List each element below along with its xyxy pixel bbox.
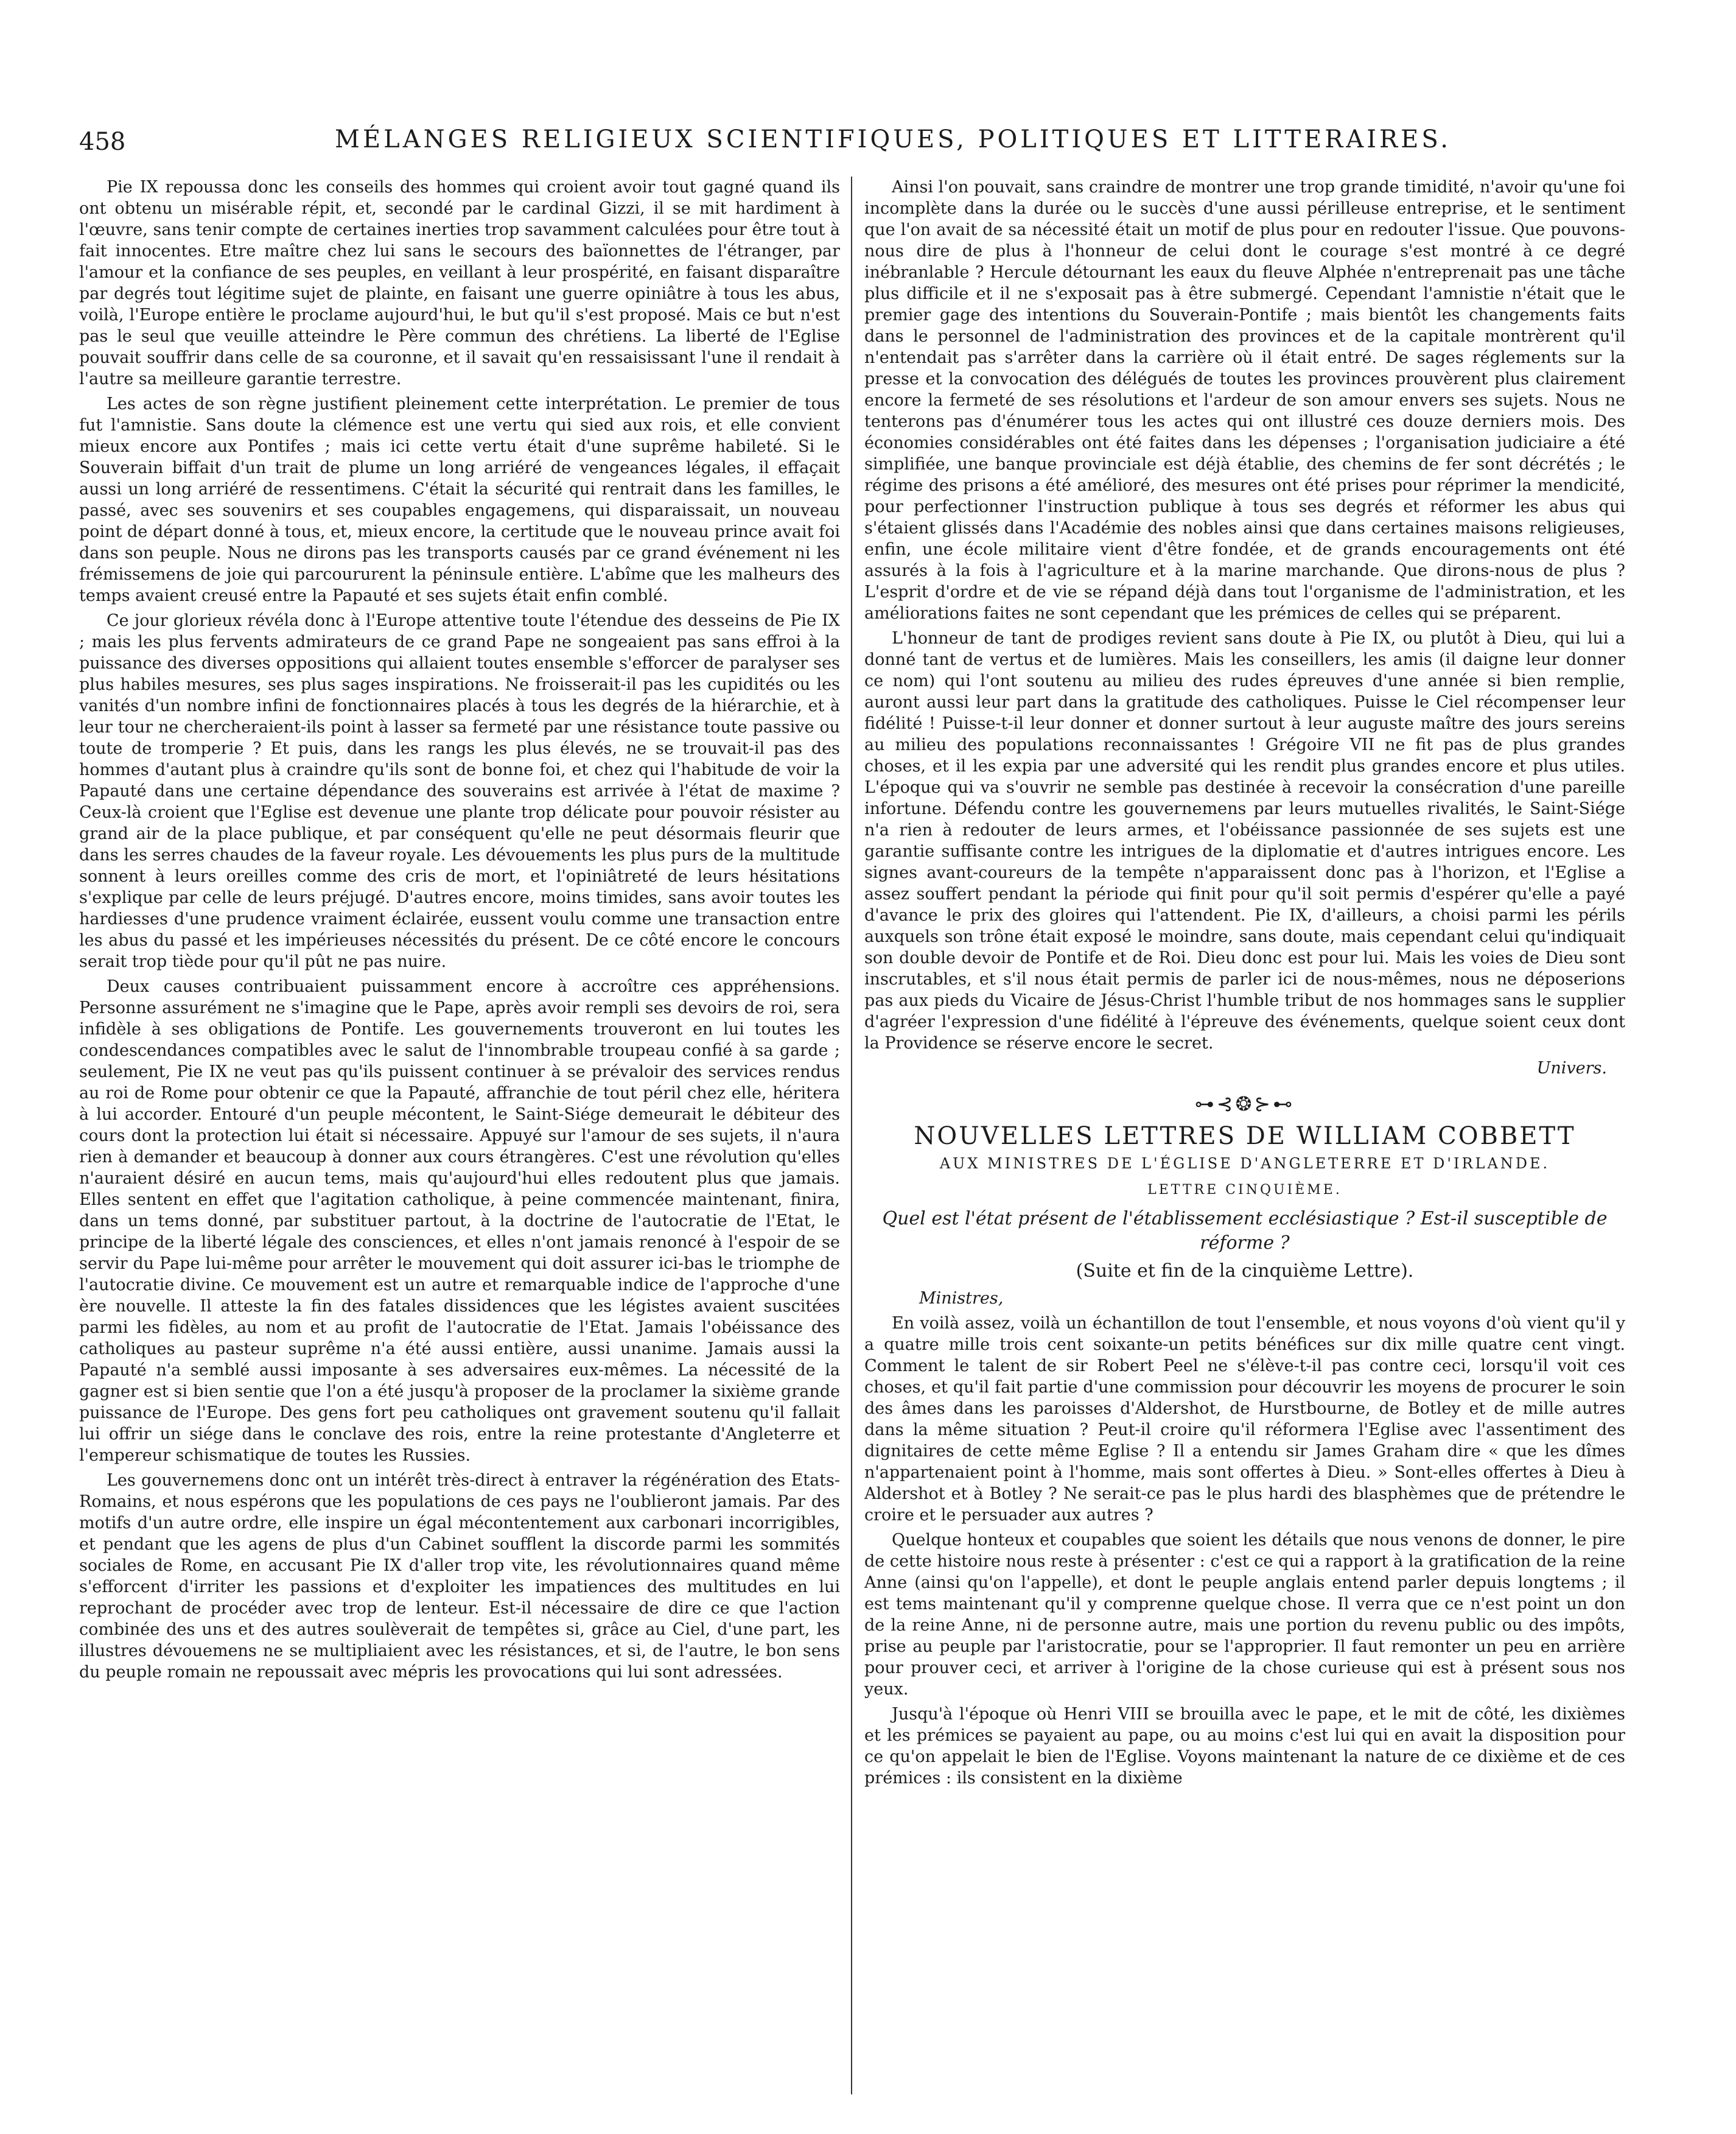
left-paragraph-2: Les actes de son règne justifient pleinement cette interprétation. Le premier de tous fut l'amnistie. Sans doute la clémence est une vertu qui sied aux rois, et elle convient mieux encore aux Pontifes ; mais ici cette vertu était d'une suprême habileté. Si le Souverain biffait d'un trait de plume un long arriéré de vengeances légales, il effaçait aussi un long arriéré de ressentimens. C'était la sécurité qui rentrait dans les familles, le passé, avec ses souvenirs et ses coupables engagemens, qui disparaissait, un nouveau point de départ donné à tous, et, mieux encore, la certitude que le nouveau prince avait foi dans son peuple. Nous ne dirons pas les transports causés par ce grand événement ni les frémissemens de joie qui parcoururent la péninsule entière. L'abîme que les malheurs des temps avaient creusé entre la Papauté et ses sujets était enfin comblé. (79, 395, 840, 605)
page-header (79, 122, 1619, 164)
right-paragraph-1: Ainsi l'on pouvait, sans craindre de montrer une trop grande timidité, n'avoir qu'une foi incomplète dans la durée ou le succès d'une aussi périlleuse entreprise, et le sentiment que l'on avait de sa nécessité était un motif de plus pour en redouter l'issue. Que pouvons-nous dire de plus à l'honneur de celui dont le courage s'est montré à ce degré inébranlable ? Hercule détournant les eaux du fleuve Alphée n'entreprenait pas une tâche plus difficile et il ne s'exposait pas à être submergé. Cependant l'amnistie n'était que le premier gage des intentions du Souverain-Pontife ; mais bientôt les changements faits dans le personnel de l'administration des provinces et de la capitale montrèrent qu'il n'entendait pas s'arrêter dans la carrière où il était entré. De sages réglements sur la presse et la convocation des délégués de toutes les provinces prouvèrent plus clairement encore la fermeté de ses résolutions et l'ardeur de son amour envers ses sujets. Nous ne tenterons pas d'énumérer tous les actes qui ont illustré ces douze derniers mois. Des économies considérables ont été faites dans les dépenses ; l'organisation judiciaire a été simplifiée, une banque provinciale est déjà établie, des chemins de fer sont décrétés ; le régime des prisons a été amélioré, des mesures ont été prises pour réprimer la mendicité, pour perfectionner l'instruction publique à tous ses degrés et réformer les abus qui s'étaient glissés dans l'Académie des nobles ainsi que dans certaines maisons religieuses, enfin, une école militaire vient d'être fondée, et de grands encouragements ont été assurés à la fois à l'agriculture et à la marine marchande. Que dirons-nous de plus ? L'esprit d'ordre et de vie se répand déjà dans tout l'organisme de l'administration, et les améliorations faites ne sont cependant que les prémices de celles qui se préparent. (864, 178, 1625, 623)
article-paragraph-1: En voilà assez, voilà un échantillon de tout l'ensemble, et nous voyons d'où vient qu'il y a quatre mille trois cent soixante-un petits bénéfices sur dix mille quatre cent vingt. Comment le talent de sir Robert Peel ne s'élève-t-il pas contre ceci, lorsqu'il voit ces choses, et qu'il fait partie d'une commission pour découvrir les moyens de procurer le soin des âmes dans les paroisses d'Aldershot, de Hurstbourne, de Botley et de mille autres dans la même situation ? Peut-il croire qu'il réformera l'Eglise avec l'assentiment des dignitaires de cette même Eglise ? Il a entendu sir James Graham dire « que les dîmes n'appartenaient point à l'homme, mais sont offertes à Dieu. » Sont-elles offertes à Dieu à Aldershot et à Botley ? Ne serait-ce pas le plus hardi des blasphèmes que de prétendre le croire et le persuader aux autres ? (864, 1314, 1625, 1525)
article-paragraph-3: Jusqu'à l'époque où Henri VIII se brouilla avec le pape, et le mit de côté, les dixièmes et les prémices se payaient au pape, ou au moins c'est lui qui en avait la disposition pour ce qu'on appelait le bien de l'Eglise. Voyons maintenant la nature de ce dixième et de ces prémices : ils consistent en la dixième (864, 1705, 1625, 1788)
salutation: Ministres, (919, 1289, 1004, 1308)
article-subtitle: AUX MINISTRES DE L'ÉGLISE D'ANGLETERRE ET D'IRLANDE. (939, 1155, 1550, 1172)
left-paragraph-4: Deux causes contribuaient puissamment encore à accroître ces appréhensions. Personne assurément ne s'imagine que le Pape, après avoir rempli ses devoirs de roi, sera infidèle à ses obligations de Pontife. Les gouvernements trouveront en lui toutes les condescendances compatibles avec le salut de l'innombrable troupeau confié à sa garde ; seulement, Pie IX ne veut pas qu'ils puissent continuer à se prévaloir des services rendus au roi de Rome pour obtenir ce que la Papauté, affranchie de tout péril chez elle, héritera à lui accorder. Entouré d'un peuple mécontent, le Saint-Siége demeurait le débiteur des cours dont la protection lui était si nécessaire. Appuyé sur l'amour de ses sujets, il n'aura rien à demander et beaucoup à donner aux cours étrangères. C'est une révolution qu'elles n'auraient désiré en aucun tems, mais qu'aujourd'hui elles redoutent plus que jamais. Elles sentent en effet que l'agitation catholique, à peine commencée maintenant, finira, dans un tems donné, par substituer partout, à la doctrine de l'autocratie de l'Etat, le principe de la liberté légale des consciences, et elles n'ont jamais renoncé à l'espoir de se servir du Pape lui-même pour arrêter le mouvement qui doit assurer ici-bas le triomphe de l'autocratie divine. Ce mouvement est un autre et remarquable indice de l'approche d'une ère nouvelle. Il atteste la fin des fatales dissidences que les légistes avaient suscitées parmi les fidèles, au nom et au profit de l'autocratie de l'Etat. Jamais l'obéissance des catholiques au pasteur suprême n'a été aussi entière, aussi unanime. Jamais aussi la Papauté n'a semblé aussi imposante à ses adversaires eux-mêmes. La nécessité de la gagner est si bien sentie que l'on a été jusqu'à proposer de la proclamer la sixième grande puissance de l'Europe. Des gens fort peu catholiques ont gravement soutenu qu'il fallait lui offrir un siége dans le conclave des rois, entre la reine protestante d'Angleterre et l'empereur schismatique de toutes les Russies. (79, 977, 840, 1465)
article-title: NOUVELLES LETTRES DE WILLIAM COBBETT (914, 1122, 1576, 1150)
running-title: MÉLANGES RELIGIEUX SCIENTIFIQUES, POLITIQUES ET LITTERAIRES. (335, 125, 1452, 153)
newspaper-page (79, 122, 1625, 2101)
right-column (864, 177, 1625, 2094)
article-question: Quel est l'état présent de l'établissement ecclésiastique ? Est-il susceptible de réforme ? (882, 1208, 1608, 1254)
article-paragraph-2: Quelque honteux et coupables que soient les détails que nous venons de donner, le pire de cette histoire nous reste à présenter : c'est ce qui a rapport à la gratification de la reine Anne (ainsi qu'on l'appelle), et dont le peuple anglais entend parler depuis longtems ; il est tems maintenant qu'il y comprenne quelque chose. Il verra que ce n'est point un don de la reine Anne, ni de personne autre, mais une portion du revenu public ou des impôts, prise au peuple par l'aristocratie, pour se l'approprier. Il faut remonter un peu en arrière pour prouver ceci, et arriver à l'origine de la chose curieuse qui est à présent sous nos yeux. (864, 1531, 1625, 1699)
ornament-divider: ⊶⊰❂⊱⊷ (1194, 1092, 1295, 1115)
left-paragraph-3: Ce jour glorieux révéla donc à l'Europe attentive toute l'étendue des desseins de Pie IX ; mais les plus fervents admirateurs de ce grand Pape ne songeaient pas sans effroi à la puissance des diverses oppositions qui allaient toutes ensemble s'efforcer de paralyser ses plus habiles mesures, ses plus sages inspirations. Ne froisserait-il pas les cupidités ou les vanités d'un nombre infini de fonctionnaires placés à tous les degrés de la hiérarchie, et à leur tour ne chercheraient-ils point à lasser sa fermeté par une résistance toute passive ou toute de tromperie ? Et puis, dans les rangs les plus élevés, ne se trouvait-il pas des hommes d'autant plus à craindre qu'ils sont de bonne foi, et chez qui l'habitude de voir la Papauté dans une certaine dépendance des souverains est arrivée à l'état de maxime ? Ceux-là croient que l'Eglise est devenue une plante trop délicate pour pouvoir résister au grand air de la place publique, et par conséquent qu'elle ne peut désormais fleurir que dans les serres chaudes de la faveur royale. Les dévouements les plus purs de la multitude sonnent à leurs oreilles comme des cris de mort, et l'opiniâtreté de leurs hésitations s'explique par celle de leurs préjugé. D'autres encore, moins timides, sans avoir toutes les hardiesses d'une prudence vraiment éclairée, eussent voulu comme une transaction entre les abus du passé et les impérieuses nécessités du présent. De ce côté encore le concours serait trop tiède pour qu'il pût ne pas nuire. (79, 611, 840, 971)
letter-number: LETTRE CINQUIÈME. (1147, 1182, 1342, 1198)
column-divider (851, 177, 852, 2094)
left-column (79, 177, 840, 2094)
left-paragraph-1: Pie IX repoussa donc les conseils des hommes qui croient avoir tout gagné quand ils ont obtenu un misérable répit, et, secondé par le cardinal Gizzi, il se mit hardiment à l'œuvre, sans tenir compte de certaines inerties trop savamment calculées pour être tout à fait innocentes. Etre maître chez lui sans le secours des baïonnettes de l'étranger, par l'amour et la confiance de ses peuples, en veillant à leur prospérité, en faisant disparaître par degrés tout légitime sujet de plainte, en faisant une guerre opiniâtre à tous les abus, voilà, l'Europe entière le proclame aujourd'hui, le but qu'il s'est proposé. Mais ce but n'est pas le seul que veuille atteindre le Père commun des chrétiens. La liberté de l'Eglise pouvait souffrir dans celle de sa couronne, et il savait qu'en ressaisissant l'une il rendait à l'autre sa meilleure garantie terrestre. (79, 178, 840, 388)
page-number: 458 (79, 128, 126, 156)
left-paragraph-5: Les gouvernemens donc ont un intérêt très-direct à entraver la régénération des Etats-Romains, et nous espérons que les populations de ces pays ne l'oublieront jamais. Par des motifs d'un autre ordre, elle inspire un égal mécontentement aux carbonari incorrigibles, et pendant que les agens de plus d'un Cabinet soufflent la discorde parmi les sommités sociales de Rome, en accusant Pie IX d'aller trop vite, les révolutionnaires quand même s'efforcent d'irriter les passions et d'exploiter les impatiences des multitudes en lui reprochant de procéder avec trop de lenteur. Est-il nécessaire de dire ce que l'action combinée des uns et des autres soulèverait de tempêtes si, grâce au Ciel, d'une part, les illustres dévouemens ne se multipliaient avec les résistances, et si, de l'autre, le bon sens du peuple romain ne repoussait avec mépris les provocations qui lui sont adressées. (79, 1471, 840, 1682)
source-signature: Univers. (1536, 1059, 1607, 1078)
right-paragraph-2: L'honneur de tant de prodiges revient sans doute à Pie IX, ou plutôt à Dieu, qui lui a donné tant de vertus et de lumières. Mais les conseillers, les amis (il daigne leur donner ce nom) qui l'ont soutenu au milieu des rudes épreuves d'une année si bien remplie, auront aussi leur part dans la gratitude des catholiques. Puisse le Ciel récompenser leur fidélité ! Puisse-t-il leur donner et donner surtout à leur auguste maître des jours sereins au milieu des populations reconnaissantes ! Grégoire VII ne fit pas de plus grandes choses, et il les expia par une adversité qui les rendit plus grandes encore et plus utiles. L'époque qui va s'ouvrir ne semble pas destinée à recevoir la consécration d'une pareille infortune. Défendu contre les gouvernemens par leurs mutuelles rivalités, le Saint-Siége n'a rien à redouter de leurs armes, et l'obéissance passionnée de ses sujets est une garantie suffisante contre les intrigues de la diplomatie et d'autres intrigues encore. Les signes avant-coureurs de la tempête n'apparaissent donc pas à l'horizon, et l'Eglise a assez souffert pendant la période qui finit pour qu'il soit permis d'espérer qu'elle a payé d'avance le prix des gloires qui l'attendent. Pie IX, d'ailleurs, a choisi parmi les périls auxquels son trône était exposé le moindre, sans doute, mais cependant celui qu'indiquait son double devoir de Pontife et de Roi. Dieu donc est pour lui. Mais les voies de Dieu sont inscrutables, et s'il nous était permis de parler ici de nous-mêmes, nous ne déposerions pas aux pieds du Vicaire de Jésus-Christ l'humble tribut de nos hommages sans le supplier d'agréer l'expression d'une fidélité à l'épreuve des événements, quelque soient ceux dont la Providence se réserve encore le secret. (864, 629, 1625, 1053)
continuation-note: (Suite et fin de la cinquième Lettre). (1076, 1260, 1414, 1282)
